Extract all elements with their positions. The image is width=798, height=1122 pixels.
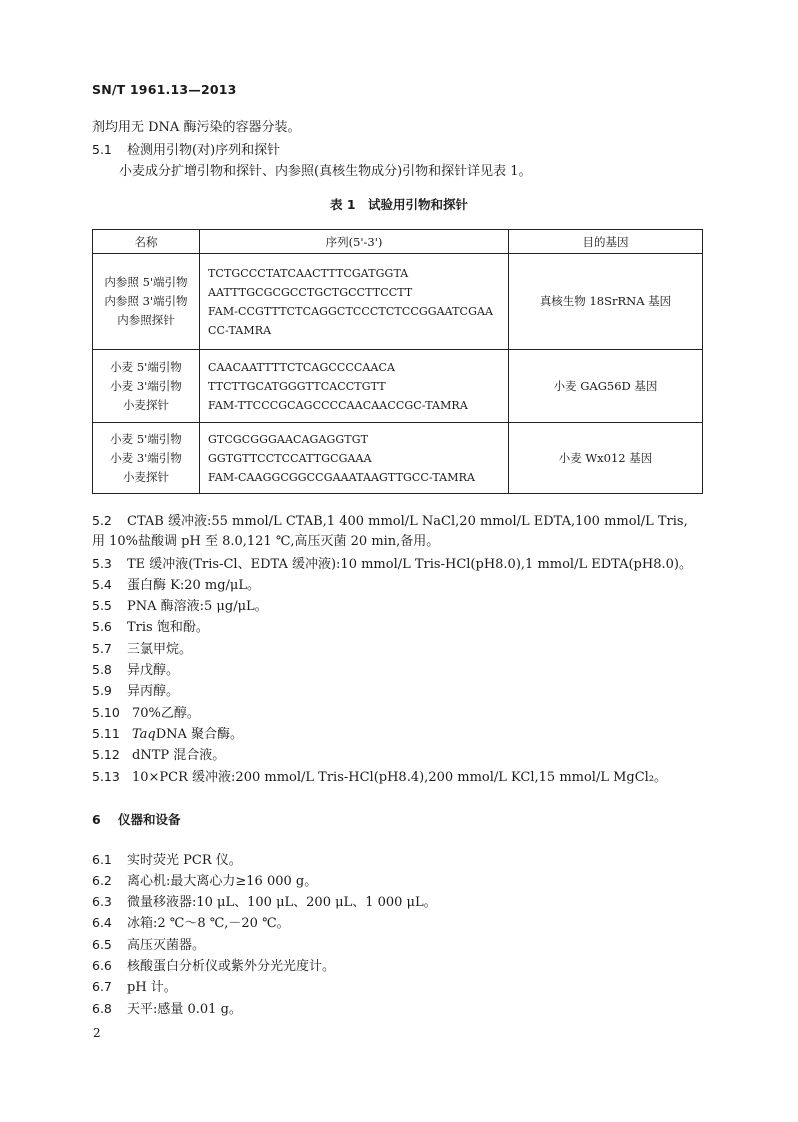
sequence-line: AATTTGCGCGCCTGCTGCCTTCCTT — [208, 285, 413, 299]
item-text: 异戊醇。 — [127, 663, 180, 678]
item-5-12 — [92, 746, 225, 765]
item-5-11 — [92, 725, 243, 744]
item-text: 离心机:最大离心力≥16 000 g。 — [127, 874, 318, 889]
item-text: 10×PCR 缓冲液:200 mmol/L Tris-HCl(pH8.4),200 mmol/L KCl,15 mmol/L MgCl₂。 — [132, 770, 668, 785]
table-title: 表 1 试验用引物和探针 — [329, 197, 469, 212]
item-text: Tris 饱和酚。 — [127, 620, 209, 635]
item-number: 5.9 — [92, 683, 112, 698]
item-5-5 — [92, 597, 268, 616]
item-text: 异丙醇。 — [127, 684, 180, 699]
table-row — [93, 254, 703, 350]
names-cell — [93, 423, 200, 494]
item-text: CTAB 缓冲液:55 mmol/L CTAB,1 400 mmol/L NaCl,20 mmol/L EDTA,100 mmol/L Tris, — [127, 514, 688, 529]
item-5-13 — [92, 768, 667, 787]
target-gene-cell: 小麦 GAG56D 基因 — [509, 350, 703, 423]
item-text: DNA 聚合酶。 — [155, 727, 244, 742]
primer-probe-table — [92, 229, 703, 494]
item-5-2 — [92, 512, 688, 531]
item-number: 6.6 — [92, 958, 112, 973]
primer-name: 小麦 5'端引物 — [110, 431, 182, 446]
item-number: 6.2 — [92, 873, 112, 888]
item-5-4 — [92, 576, 260, 595]
target-gene-cell: 小麦 Wx012 基因 — [509, 423, 703, 494]
item-number: 5.4 — [92, 577, 112, 592]
item-text: 用 10%盐酸调 pH 至 8.0,121 ℃,高压灭菌 20 min,备用。 — [92, 534, 440, 549]
header-name: 名称 — [93, 230, 200, 254]
sequence-line: FAM-TTCCCGCAGCCCCAACAACCGC-TAMRA — [208, 398, 468, 412]
item-5-2-continued — [92, 533, 439, 551]
item-6-6 — [92, 957, 335, 976]
item-text: 实时荧光 PCR 仪。 — [127, 853, 242, 868]
sequence-line: TTCTTGCATGGGTTCACCTGTT — [208, 379, 386, 393]
sequence-line: FAM-CCGTTTCTCAGGCTCCCTCTCCGGAATCGAA — [208, 304, 494, 318]
intro-line: 剂均用无 DNA 酶污染的容器分装。 — [92, 120, 301, 135]
item-number: 5.10 — [92, 705, 120, 720]
primer-name: 小麦 5'端引物 — [110, 359, 182, 374]
item-text: 冰箱:2 ℃～8 ℃,－20 ℃。 — [127, 916, 290, 931]
item-text: 70%乙醇。 — [132, 706, 200, 721]
primer-name: 小麦 3'端引物 — [110, 378, 182, 393]
item-5-8 — [92, 661, 179, 680]
item-number: 5.11 — [92, 726, 120, 741]
sequence-cell — [200, 254, 509, 350]
item-number: 5.13 — [92, 769, 120, 784]
primer-name: 内参照 3'端引物 — [104, 294, 188, 308]
item-5-10 — [92, 704, 200, 723]
sequence-cell — [200, 423, 509, 494]
section-6-heading — [92, 810, 181, 828]
section-number: 5.1 — [92, 142, 112, 157]
sequence-line: CAACAATTTTCTCAGCCCCAACA — [208, 360, 396, 374]
section-5-1-description: 小麦成分扩增引物和探针、内参照(真核生物成分)引物和探针详见表 1。 — [119, 164, 532, 179]
primer-name: 内参照 5'端引物 — [104, 275, 188, 289]
primer-name: 小麦 3'端引物 — [110, 450, 182, 465]
item-number: 5.7 — [92, 641, 112, 656]
names-cell — [93, 254, 200, 350]
section-5-1 — [92, 141, 280, 160]
item-text: PNA 酶溶液:5 μg/μL。 — [127, 599, 268, 614]
section-number: 6 — [92, 812, 101, 827]
item-text: 蛋白酶 K:20 mg/μL。 — [127, 578, 261, 593]
table-row — [93, 350, 703, 423]
item-number: 5.12 — [92, 747, 120, 762]
item-number: 6.1 — [92, 852, 112, 867]
item-text: TE 缓冲液(Tris-Cl、EDTA 缓冲液):10 mmol/L Tris-HCl(pH8.0),1 mmol/L EDTA(pH8.0)。 — [127, 557, 692, 572]
sequence-line: FAM-CAAGGCGGCCGAAATAAGTTGCC-TAMRA — [208, 470, 476, 484]
section-title: 检测用引物(对)序列和探针 — [127, 143, 281, 158]
sequence-line: GTCGCGGGAACAGAGGTGT — [208, 432, 369, 446]
probe-name: 内参照探针 — [117, 313, 175, 327]
target-gene-cell: 真核生物 18SrRNA 基因 — [509, 254, 703, 350]
page-number: 2 — [93, 1026, 101, 1040]
probe-name: 小麦探针 — [123, 397, 169, 412]
table-header-row — [93, 230, 703, 254]
item-5-6 — [92, 618, 209, 637]
item-6-8 — [92, 1000, 242, 1019]
item-6-3 — [92, 893, 437, 912]
item-6-4 — [92, 914, 290, 933]
header-sequence: 序列(5'-3') — [200, 230, 509, 254]
item-6-2 — [92, 872, 317, 891]
item-number: 5.2 — [92, 513, 112, 528]
item-6-1 — [92, 851, 242, 870]
item-text: 核酸蛋白分析仪或紫外分光光度计。 — [127, 959, 336, 974]
item-number: 6.7 — [92, 979, 112, 994]
item-italic-prefix: Taq — [132, 727, 156, 742]
probe-name: 小麦探针 — [123, 469, 169, 484]
standard-code-header: SN/T 1961.13—2013 — [92, 82, 237, 97]
item-number: 5.8 — [92, 662, 112, 677]
item-6-7 — [92, 978, 177, 997]
item-5-7 — [92, 640, 192, 659]
sequence-line: GGTGTTCCTCCATTGCGAAA — [208, 451, 372, 465]
item-text: 高压灭菌器。 — [127, 938, 206, 953]
table-row — [93, 423, 703, 494]
item-text: pH 计。 — [127, 980, 177, 995]
item-5-9 — [92, 682, 179, 701]
section-title: 仪器和设备 — [118, 812, 181, 827]
item-number: 5.6 — [92, 619, 112, 634]
item-number: 6.3 — [92, 894, 112, 909]
item-number: 6.5 — [92, 937, 112, 952]
sequence-line: CC-TAMRA — [208, 323, 272, 337]
item-5-3 — [92, 555, 692, 574]
names-cell — [93, 350, 200, 423]
item-6-5 — [92, 936, 205, 955]
item-number: 6.4 — [92, 915, 112, 930]
item-number: 5.5 — [92, 598, 112, 613]
item-number: 6.8 — [92, 1001, 112, 1016]
sequence-cell — [200, 350, 509, 423]
item-text: 三氯甲烷。 — [127, 642, 193, 657]
item-number: 5.3 — [92, 556, 112, 571]
header-target-gene: 目的基因 — [509, 230, 703, 254]
item-text: 微量移液器:10 μL、100 μL、200 μL、1 000 μL。 — [127, 895, 437, 910]
sequence-line: TCTGCCCTATCAACTTTCGATGGTA — [208, 266, 409, 280]
item-text: dNTP 混合液。 — [132, 748, 226, 763]
item-text: 天平:感量 0.01 g。 — [127, 1002, 242, 1017]
